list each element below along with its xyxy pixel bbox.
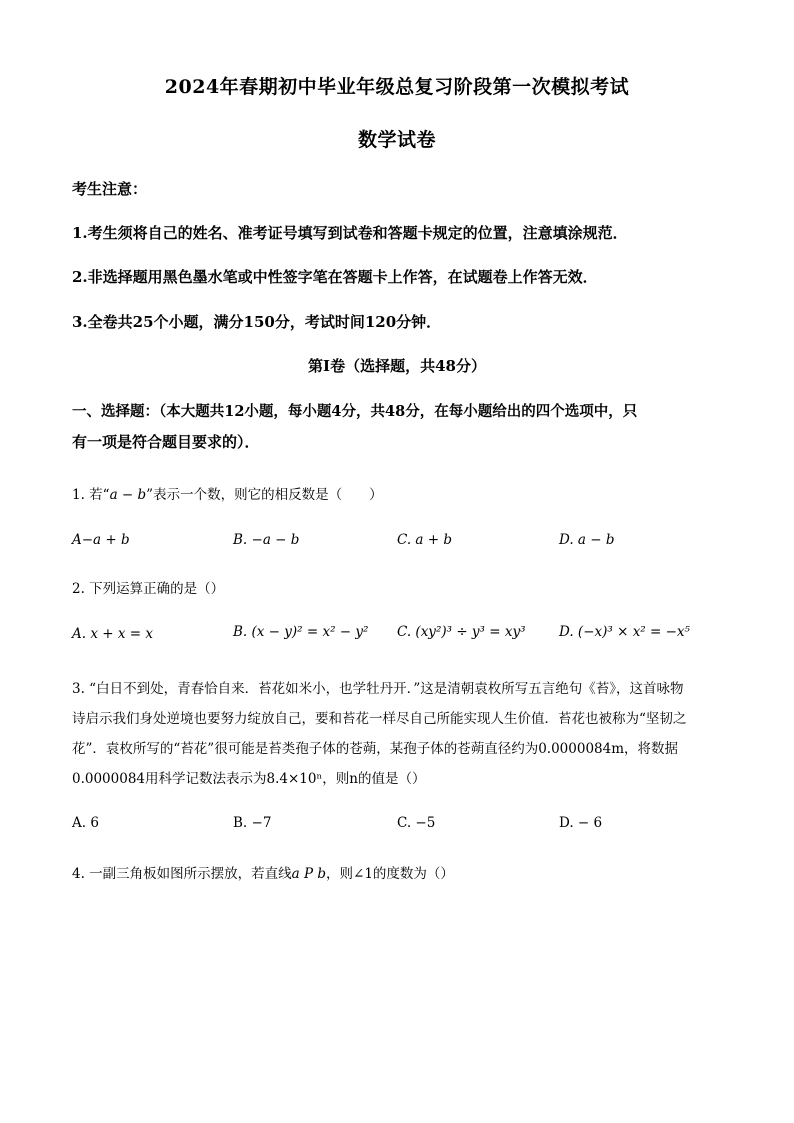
- question-1-expression: a − b: [109, 487, 147, 503]
- question-4-stem-post: ，则∠1的度数为（）: [326, 866, 454, 882]
- question-1-option-b: B. −a − b: [233, 532, 300, 548]
- notice-item-1: 1.考生须将自己的姓名、准考证号填写到试卷和答题卡规定的位置，注意填涂规范．: [72, 224, 628, 242]
- exam-subtitle: 数学试卷: [357, 129, 436, 151]
- exam-title: 2024年春期初中毕业年级总复习阶段第一次模拟考试: [164, 76, 630, 98]
- section-instruction-line1: 一、选择题：（本大题共12小题，每小题4分，共48分，在每小题给出的四个选项中，只: [72, 403, 638, 420]
- part-title: 第Ⅰ卷（选择题，共48分）: [308, 357, 486, 375]
- question-3-line-2: 诗启示我们身处逆境也要努力绽放自己，要和苔花一样尽自己所能实现人生价值．苔花也被称为“坚韧之: [72, 711, 687, 727]
- question-1-stem-pre: 1. 若“: [72, 487, 110, 503]
- question-4-expression: a P b: [291, 866, 327, 882]
- question-1-option-d: D. a − b: [559, 532, 615, 548]
- question-3-line-1: 3. “白日不到处，青春恰自来．苔花如米小，也学牡丹开．”这是清朝袁枚所写五言绝句《苔》，这首咏物: [72, 681, 684, 697]
- question-2-option-b: B. (x − y)² = x² − y²: [233, 624, 369, 640]
- question-2-option-d: D. (−x)³ × x² = −x⁵: [559, 624, 690, 640]
- question-2-option-a: A. x + x = x: [72, 626, 153, 642]
- question-3-option-d: D. − 6: [559, 815, 603, 831]
- question-3-option-b: B. −7: [233, 815, 272, 831]
- question-3-line-3: 花”．袁枚所写的“苔花”很可能是苔类孢子体的苍蒴，某孢子体的苍蒴直径约为0.0000084m，将数据: [72, 741, 679, 757]
- question-1-stem: [72, 483, 383, 503]
- notice-item-3: 3.全卷共25个小题，满分150分，考试时间120分钟．: [72, 313, 442, 331]
- question-3-option-a: A. 6: [72, 815, 99, 831]
- question-1-option-c: C. a + b: [397, 532, 453, 548]
- notice-heading: 考生注意：: [72, 180, 148, 198]
- notice-item-2: 2.非选择题用黑色墨水笔或中性签字笔在答题卡上作答，在试题卷上作答无效．: [72, 268, 598, 286]
- question-2-stem: 2. 下列运算正确的是（）: [72, 581, 225, 597]
- question-4-stem-pre: 4. 一副三角板如图所示摆放，若直线: [72, 866, 292, 882]
- question-3-line-4: 0.0000084用科学记数法表示为8.4×10ⁿ，则n的值是（）: [72, 771, 426, 787]
- question-1-stem-post: ”表示一个数，则它的相反数是（ ）: [146, 487, 383, 503]
- question-3-option-c: C. −5: [397, 815, 436, 831]
- section-instruction-line2: 有一项是符合题目要求的）．: [72, 433, 260, 451]
- question-2-option-c: C. (xy²)³ ÷ y³ = xy³: [397, 624, 526, 640]
- question-4-stem: [72, 862, 454, 882]
- question-1-option-a: A−a + b: [72, 532, 130, 548]
